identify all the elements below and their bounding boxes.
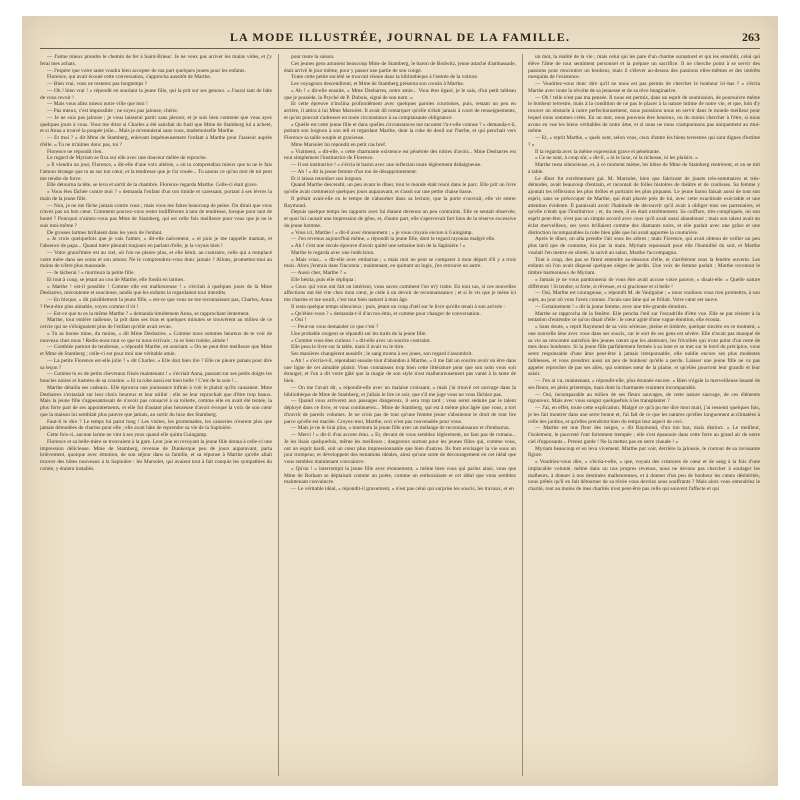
article-paragraph: — Il est institutrice ! » s'écria le baron avec une inflexion toute légèrement dédaigneuse.	[291, 162, 482, 168]
article-paragraph: — J'aime mieux prendre le chemin de fer à Saint-Brieuc. Je ne veux pas arriver les mains vides, et j'y ferai mes achats.	[40, 54, 272, 67]
article-paragraph: « Qu'on ! » interrompit la jeune fille avec étonnement, « même bien vous qui parlez ainsi, vous que Mme de Rotham se déplaisait comme un poète, comme un enthousiaste et cet idéal que vous semblez maintenant convaincre.	[284, 465, 516, 486]
article-paragraph: « Ah ! » dit-elle ensuite, « Mme Desbarres, notre amie... Vous êtes égaré, je le sais, d'un petit tableau que je possède, la Psyché de P. Dubois, signé de son nom. »	[284, 87, 516, 101]
article-paragraph: Marthe détailla ses cadeaux. Elle éprouva une jouissance infinie à voir le plaisir qu'ils causaient. Mme Desbarres s'extasiait sur leur choix heureux et leur utilité ; elle ne leur reprochait que d'être trop beaux. Mais la jeune fille s'appesantissait de n'avoir pas consacré à sa toilette, comme elle en avait été tentée, la plus forte part de ses appointements, et elle fut d'autant plus heureuse d'avoir évoqué la voix de son cœur que la maison lui semblait plus pauvre que jamais, au sortir du luxe des Stamberg.	[40, 384, 272, 418]
article-paragraph: « Ceux qui vous ont fait un intérieur, vous savez comment l'on m'y traite. En tout cas, si ces nouvelles affections ont été vite chez mon cœur, je cède à un devoir de reconnaissance ; et si le vis que je mène ici me charme et me sourit, c'est tout bien naturel à mon âge.	[284, 283, 516, 303]
article-paragraph: — Merci ! » dit-il d'un accent ému. « Et, devant de vous semblez légèrement, ne faut pas de romans... Je les lisais quelquefois, même les meilleurs ; dangereux surtout pour les jeunes filles qui, comme vous, ont un esprit hardi, soit un cœur plus impressionnable que bien d'autres. Ils font envisager la vie sous un jour trompeur, et développent des tentations idéales, ainsi qu'une sorte de découragement en cet idéal que vous semblez maintenant convaincre.	[284, 432, 516, 465]
article-paragraph: Marthe le regarda avec une indécision.	[291, 249, 375, 256]
article-paragraph: — Certainement ! » dit la jeune femme, avec une très-grande émotion.	[535, 303, 688, 310]
article-paragraph: Florence, qui avait écouté cette conversation, s'approcha aussitôt de Marthe.	[47, 74, 212, 81]
running-header	[22, 30, 778, 46]
article-paragraph: — Comblée partout de tendresse, » répondit Marthe, en souriant. « On ne peut être meilleure que Mme et Mme de Stamberg ; celle-ci est pour moi une véritable amie.	[40, 344, 272, 357]
article-paragraph: Cette fois-ci, aucune larme ne vint à ses yeux quand elle quitta Guingamp.	[47, 432, 208, 438]
article-paragraph: — Oui, incomparable au milieu de ses fleurs sauvages, de cette nature sauvage, de ces éléments rigoureux. Mais avec vous songez quelquefois à les transplanter ?	[528, 391, 760, 405]
article-paragraph: — Je ne suis pas jalouse ; je vous laisserai partir sans pleurer, et je suis bien contente que vous ayez quelques jours à vous. Vous me direz si Charles a été satisfait du fusil que Mme de Stamberg lui a acheté, et si Anna a trouvé la poupée jolie... Mais je m'ennuierai sans vous, mademoiselle Marthe.	[40, 114, 272, 135]
article-paragraph: Marthe resta silencieuse, et, à ce moment même, les hôtes de Mme de Stamberg rentrèrent, et on se mit à table.	[528, 162, 760, 175]
article-paragraph: — J'en revenus aujourd'hui même, » répondit la jeune fille, dont le regard rayonna malgré elle.	[291, 236, 496, 243]
article-paragraph: — Oui, Marthe est courageuse, » répondit M. de Vaulgaine ; « nous voulions vous rien promettre, à son sujet, au jour où vous l'avez connue. J'avais une âme qui se frôlait. Votre cœur est sauve.	[528, 290, 760, 303]
column-3	[528, 54, 760, 778]
article-paragraph: « Comme vous êtes curieux ! » dit-elle avec un sourire contraint.	[291, 337, 431, 344]
article-paragraph: — J'en ai vu, maintenant, » répondit-elle, plus étonnée encore. « Rien n'égale la merveilleuse beauté de ses fleurs, en plein printemps, mais dont la charmante vraiment incomparable.	[528, 378, 760, 391]
article-paragraph: Il prêtait avait-elle eu le temps de s'absorber dans sa lecture, que la porte s'ouvrait, elle vit entrer Raymond.	[284, 195, 516, 209]
article-paragraph: — J'ai, en effet, toute cette explication. Malgré ce qu'à pu me dire mon mari, j'ai ressenti quelques fois, je les fait montrer dans une serre bonne et, l'ai fait de ce que les natures qu'elles longuement acclimatées à celle des jardins, et qu'elles prendront bien du temps leur aspect de ceci.	[528, 405, 760, 425]
article-paragraph: « Sans doute, » reprit Raymond de sa voix sérieuse, pleine et timbrée, quelque sincère en ce moment, « une nouvelle âme avec vous dans ses soucis, car le sort de ses gens est sévère. Elle n'avait pas manqué de sa vie au rencontre autrefois des jeunes cœurs que les alentours, les frivolités qui n'ont point d'un reste de mes doux bonheurs. Si la jeune fille parfaitement fermée à sa lune et se met sur le bord du précipice, vous serez responsable d'une âme peut-être à jamais irresponsable, elle oublie encore ses plus modestes faiblesses, et vous prendrez aussi un peu de bonheur qu'elle a perdu. Laisser une jeune fille ne va pas appeler reprocher de pas ses ailes, qui sommes sœur de la plaine, et qu'elles pourront leur grandir et leur saisir.	[528, 324, 760, 378]
article-paragraph: — La petite Florence est-elle jolie ? » dit Charles. « Elle doit bien lire ? Elle ne pleure jamais pour dire sa leçon ?	[40, 357, 272, 371]
article-paragraph: « Quelle est cette jeune fille et dans quelles circonstances me raconter l'a-t-elle connue ? » demanda-t-il, portant son lorgnon à son œil et regardant Marthe, dont la robe de deuil sur l'herbe, et qui penchait vers Florence sa taille souple et gracieuse.	[284, 121, 516, 141]
article-paragraph: Et il laissa retomber son lorgnon.	[291, 175, 363, 182]
article-paragraph: Il resta quelque temps silencieux ; puis, jetant un coup d'œil sur le livre qu'elle tenait à son arrivée :	[291, 303, 505, 310]
article-paragraph: « Ah ! » s'écria-t-il, répondant ensuite tout d'abandon à Marthe, « il me fait un sourire avoir un être dans une ligne de cet aimable plaisir. Vous connaissez trop bien cette littérature pour que son nom vous soit étranger, et l'on a dit votre gâté que la magie de son style n'est malheureusement pas vanté à la tante de bien.	[284, 357, 516, 384]
article-paragraph: « Voudriez-vous dire, » s'écria-t-elle, « que, voyant des créatures de cœur et de sang à la fois d'une implacable volonté, même dans un nos propres revenus, nous ne devons pas chercher à soulager les malheurs, à donner à nos destinées malheureuses, et à donner d'un peu de bonheur les cœurs déshérités, nous prêtés qu'il en fait détourner de sa rêvée vous devriez sous souffrants ? Mais alors vous entendriez le charité, tout au moins de mes charités n'est peut-être pas celle qui souvent l'affecte et qui	[528, 459, 760, 492]
article-paragraph: Ces jeunes gens amusent beaucoup Mme de Stamberg, le baron de Bodwitz, jeune attaché d'ambassade, était arrivé le jour même, pour y passer une partie de son congé.	[284, 60, 516, 74]
article-paragraph: — Et moi ? » dit Mme de Stamberg, enlevant impétueusement l'enfant à Marthe pour l'asseoir auprès d'elle. « Tu ne m'aimes donc pas, toi ?	[40, 135, 272, 148]
article-paragraph: — Est-ce que tu es la même Marthe ? » demanda timidement Anna, se rapprochant lentement.	[47, 310, 250, 317]
article-paragraph: Marthe, tout entière radieuse, la prit dans ses bras et quelques minutes se trouvèrent au milieu de ce cercle qui ne s'éloignaient plus de l'enfant qu'elle avait revue.	[40, 317, 272, 330]
article-paragraph: — Quand vous arriverez aux passages dangereux, il sera trop tard ; vous serez séduite par le talent déployé dans ce livre, et vous continuerez... Mme de Stamberg, qui est à même plus âgée que vous, a tort d'ouvrir de pareils volumes. Je ne crois pas de tout qu'une femme jeune s'abstienne le droit de tout lire parce qu'elle est mariée. Croyez-moi, Marthe, ceci n'est pas convenable pour vous.	[284, 398, 516, 425]
article-paragraph: « Je crois quelquefois que je vais l'aimer, » dit-elle naïvement, « et puis je me rappelle maman, et l'absence de papa... Quand mère pleurait toujours en parlant d'elle, je la voyais bien !	[40, 236, 272, 249]
article-paragraph: Elle hésita, puis elle répliqua :	[291, 276, 357, 283]
article-paragraph: « Vraiment, » dit-elle, « cette charmante existence est pénétrée des nôtres d'avoir... Mme Desbarres est tout simplement l'institutrice de Florence.	[284, 148, 516, 162]
column-2	[284, 54, 516, 778]
article-paragraph: Elle pesa le livre sur la table, mais il avait vu le titre.	[291, 344, 405, 351]
article-paragraph: — Peut-on vous demander ce que c'est ?	[291, 324, 379, 330]
article-paragraph: Les voyageurs descendirent, et Mme de Stamberg présenta son cousin à Marthe.	[291, 81, 465, 87]
article-paragraph: « Ah ! c'est une recule épreuve d'avoir quitté une semaine loin de la Sapinière ! »	[291, 243, 466, 249]
page-number: 263	[742, 30, 760, 44]
article-paragraph: Et tout à coup, se jetant au cou de Marthe, elle fondit en larmes.	[47, 276, 185, 283]
article-paragraph: « Tu as bonne mine, du moins, » dit Mme Desbarres. « Comme nous sommes heureux de te voir de nouveau chez nous ! Redis-nous tout ce que tu nous écrivais ; tu es bien traitée, aimée !	[40, 330, 272, 344]
article-paragraph: — Pas mieux, c'est impossible ; ne soyez pas jalouse, chérie.	[47, 108, 179, 114]
article-paragraph: — Aussi cher, Marthe ? »	[291, 270, 347, 276]
article-paragraph: — Oh ! bien vrai ! » répondit en souriant la jeune fille, qui la prit sur ses genoux. « J'aurai tant de hâte de vous revoir !	[40, 87, 272, 101]
header-rule	[40, 48, 760, 49]
article-paragraph: un mot, la réalité de la vie ; mais celui qui les pare d'un charme surnaturel et qui les ennoblit, celui qui élève l'âme de tout sentiment personnel et la prépare un sacrifice. Il ne cherche point à se servir des passions pour rencontrer un bonheur, mais il s'élever au-dessus des passions elles-mêmes et des intérêts mesquins de l'existence.	[528, 54, 760, 81]
article-paragraph: Le dîner fut extrêmement gai. M. Marsolet, bien que fabricant de jouets très-sommaires et très-démodés, avait beaucoup d'entrain, et racontait de folles histoires de théâtre et de coulisses. Sa femme y ajoutait les réflexions les plus drôles et portraits les plus piquants. Le jeune baron faisait aussi de tout son esprit, sans se préoccuper de Marthe, qui était placée près de lui, avec cette exactitude exécrable et une attention évidente. Il paraissait avoir l'habitude de découvrir qu'il avait à obliger tous ses partenaires, et qu'elle n'était que l'institutrice ; et, du reste, il en était extrêmement. Sa coiffure, très-compliquée, où son esprit peut-être, n'est pas un simple accord avec ceux qu'il avait aussi abandonné ; mais son talent avait un éclat merveilleux, ses yeux brillaient comme des diamants noirs, et elle parlait avec une grâce et une distinction incomparables la robe bleu pâle que lui avait apportée la couturière.	[528, 175, 760, 236]
article-paragraph: « Mais vous... » dit-elle avec embarras ; « mais moi ne peut se comparer à mon départ d'il y a trois mois. Alors j'entrais dans l'inconnu ; maintenant, en quittant un logis, j'en retrouve un autre.	[284, 256, 516, 270]
article-paragraph: — Mais vous allez mieux notre ville que moi !	[47, 101, 148, 108]
article-paragraph: Toute cette petite société se trouvait réunie dans la bibliothèque à l'entrée de la voiture.	[291, 74, 479, 81]
article-paragraph: « Vous ici, Marthe ! » dit-il avec étonnement ; « je vous croyais encore à Guingamp.	[291, 229, 473, 236]
article-paragraph: — Non, je ne me fâche jamais contre vous ; mais vous me faites beaucoup de peine. On dirait que vous n'avez pas un bon cœur. Comment pouvez-vous rester indifférente à tant de tendresse, lorsque pour tant de bonté ? Pourquoi n'aimez-vous pas Mme de Stamberg, qui est celle fois meilleure pour vous que je ne le suis moi-même ?	[40, 202, 272, 229]
article-paragraph: Faut-il le dire ? Le temps lui parut long ! Les visites, les promenades, les causeries n'eurent plus que jamais démodées de charme pour elle ; elle avait hâte de reprendre sa vie de la Sapinière.	[40, 418, 272, 432]
article-paragraph: — Votre grand'mère est au ciel, où l'on ne pleure plus, et elle bénit, au contraire, celle qui a remplacé votre mère dans ses soins et son amour. Ne le comprendrez-vous donc jamais ? Allons, promettez-moi au moins de n'être plus maussade.	[40, 249, 272, 270]
article-paragraph: Après le dîner, on alla prendre l'air sous les arbres ; mais Florence, qui avait obtenu de veiller un peu plus tard que de coutume, tira par la main. Myriam repoussait pour elle l'humidité du soir, et Marthe voulait l'en mettre en sûreté, la suivit au salon, Marthe l'accompagna.	[528, 236, 760, 256]
article-paragraph: Florence et sa belle-mère se trouvaient à la gare. Leur joie en revoyant la jeune fille donna à celle-ci une impression délicieuse. Mme de Stamberg, revenue de Dunkerque peu de jours auparavant, parla brièvement, quoique avec émotion, de son séjour dans sa famille, et sa réponse à Marthe qu'elle allait trouver des hôtes nouveaux à la Sapinière : les Marsolet, qui avaient tout à fait conquis les sympathies du comte, y étaient installés.	[40, 438, 272, 472]
text-columns	[40, 54, 760, 778]
article-paragraph: « Ce ne sont, à coup sûr, » dit-il, « ni le luxe, ni la richesse, ni les plaisirs. »	[535, 155, 698, 162]
article-paragraph: — Le véritable idéal, » répondit-il gravement, « n'est pas celui qui surprise les soucis, les travaux, et en	[291, 486, 514, 492]
article-paragraph: Florence ne répondit rien.	[47, 148, 103, 155]
article-paragraph: Et cette épreuve n'inclina profondément avec quelques paroles courtoises, puis, restant un peu en arrière, il attira à lui Mme Marsolet. Il avait dû remarquer qu'elle n'était jamais à court de renseignements, et qu'on pouvait s'adresser en toute circonstance à sa complaisante obligeance.	[284, 101, 516, 121]
article-paragraph: Ses manières changèrent aussitôt ; le sang monta à ses joues, son regard s'assombrit.	[291, 351, 473, 357]
article-paragraph: Marthe se rapprocha de la fenêtre. Elle pencha l'œil sur l'escadrille d'être vue. Elle se put résister à la tentation d'entendre ce qu'on disait d'elle : le cœur agité d'une vague émotion, elle écouta.	[528, 310, 760, 324]
article-paragraph: Il la regarda avec la même expression grave et pénétrante.	[535, 148, 661, 155]
article-paragraph: Quand Marthe descendit, un peu avant le dîner, tout le monde était réuni dans le parc. Elle prit un livre qu'elle avait commencé quelques jours auparavant, et s'assit sur une petite chaise basse.	[284, 182, 516, 195]
newspaper-page	[22, 16, 778, 786]
article-paragraph: pour toute la saison.	[291, 54, 335, 60]
article-paragraph: — Mais je ne le lirai plus, » murmura la jeune fille avec un mélange de reconnaissance et d'embarras.	[291, 425, 510, 432]
article-paragraph: — Marthe est une fleur des neiges, » dit Raymond, d'un ton bas, mais distinct. « Le meilleur, l'isolement, le pauvreté l'ont fortement trempée ; elle s'est épanouie dans cette forte au grand air de notre ciel d'opposants... Prenez garde ! Ne la mettez pas en serre chaude ! »	[528, 425, 760, 445]
article-paragraph: Mme Marsolet lui répondit en petit cas bref.	[291, 141, 387, 148]
article-paragraph: — Comme tu es de petits chevreaux frisés maintenant ! » s'écriait Anna, passant sur ses petits doigts les boucles noires et lustrées de sa cousine. « Et ta robe aussi est bien belle ! C'est de la soie !...	[40, 371, 272, 384]
article-paragraph: « Oui !	[291, 317, 307, 324]
article-paragraph: « Il viendra un jour, Florence, » dit-elle d'une voix altérée, « où tu comprendras mieux que tu ne le fais l'amour étrange que tu as sur ton cœur, et la tendresse que je t'ai vouée... Tu sauras ce qu'un mot de toi peut me rendre de force.	[40, 162, 272, 182]
article-paragraph: « Vous êtes fâchée contre moi ? » demanda l'enfant d'un ton timide et caressant, portant à ses lèvres la main de la jeune fille.	[40, 189, 272, 202]
article-paragraph: — Je tâcherai ! » murmura la petite fille.	[47, 270, 135, 276]
article-paragraph: — En bloque, » dit paisiblement la jeune fille, « est-ce que vous ne me reconnaissez pas, Charles, Anna ? Peut-être plus aimable, voyez comme il rit !	[40, 297, 272, 310]
article-paragraph: — Voudriez-vous donc dire qu'il ne nous est pas permis de chercher le bonheur ici-bas ? » s'écria Marthe avec toute la révolte de sa jeunesse et de sa rêve imaginative.	[528, 81, 760, 94]
article-paragraph: Depuis quelque temps les rapports avec lui étaient devenus un peu contraints. Elle se sentait observée, et quoi lui causait une impression de gêne, et, d'autre part, elle s'apercevait fort bien de la réserve excessive du jeune homme.	[284, 209, 516, 229]
article-paragraph: Tout à coup, des pas se firent entendre au-dessous d'elle, et s'arrêtèrent sous la fenêtre ouverte. Les enfants où l'on avait disposé quelques sièges de jardin. Une voix de femme parlait ; Marthe reconnut le timbre harmonieux de Myriam.	[528, 256, 760, 276]
article-paragraph: Myriam beaucoup et en leva vivement. Marthe put voir, derrière la jalousie, le contour de sa ravissante figure.	[528, 445, 760, 459]
article-paragraph: De grosses larmes brillaient dans les yeux de l'enfant.	[47, 229, 163, 236]
column-1	[40, 54, 272, 778]
article-paragraph: — Bien vrai, vous ne resterez pas longtemps ?	[47, 81, 148, 87]
article-paragraph: — On me l'avait dit, » répondit-elle avec un malaise croissant, « mais j'ai trouvé cet ouvrage dans la bibliothèque de Mme de Stamberg, et j'allais le lire ce soir, que s'il me juge vous ne vous fâchiez pas.	[284, 384, 516, 398]
article-paragraph: Elle détourna la tête, se leva et sortit de la chambre. Florence regarda Marthe. Celle-ci était grave.	[47, 182, 259, 189]
article-paragraph: — J'espère que votre tante voudra bien accepter de ma part quelques jouets pour les enfants.	[47, 67, 246, 74]
article-paragraph: « Marthe ! est-il possible ! Comme elle est malheureuse ! » s'écriait à quelques jours de là Mme Desbarres, mécontente et soucieuse, tandis que les enfants la regardaient tout interdits.	[40, 283, 272, 297]
article-paragraph: Le regard de Myriam se fixa sur elle avec une douceur mêlée de reproche.	[47, 155, 207, 162]
article-paragraph: — Et, » reprit Marthe, « quels sont, selon vous, ceux d'entre les biens terrestres qui sont dignes d'estime ? »	[528, 135, 760, 148]
article-paragraph: — Oh ! telle n'est pas ma pensée. Il nous est permis, dans un esprit de soumission, de poursuivre même le bonheur terrestre, mais à la condition de ne pas le placer à la nature intime de notre vie, et que, loin d'y trouver un obstacle à notre perfectionnement, nous puissions nous en servir dans le monde meilleur pour lequel nous sommes créés. En un mot, nous pouvons être heureux, ou du moins chercher à l'être, si nous avons en vue les biens véritables de notre âme, et si nous ne nous cramponnons pas uniquement au moi-même.	[528, 94, 760, 135]
article-paragraph: Une probable rougeur se répandit sur les traits de la jeune fille.	[291, 330, 427, 337]
article-paragraph: — Ah ! » dit la jeune femme d'un ton de désappointement.	[291, 168, 418, 175]
article-paragraph: « Qu'étiez-vous ? » demanda-t-il d'un ton ému, et comme pour changer de conversation.	[291, 310, 481, 317]
article-paragraph: « Jamais je ne vous pardonnerai de vous être avait accuse votre pauvre, » disait-elle. « Quelle nature différente ! Si tendre, si forte, si rêveuse, et si gracieuse et si belle !	[528, 276, 760, 290]
journal-title: LA MODE ILLUSTRÉE, JOURNAL DE LA FAMILLE.	[229, 30, 571, 44]
